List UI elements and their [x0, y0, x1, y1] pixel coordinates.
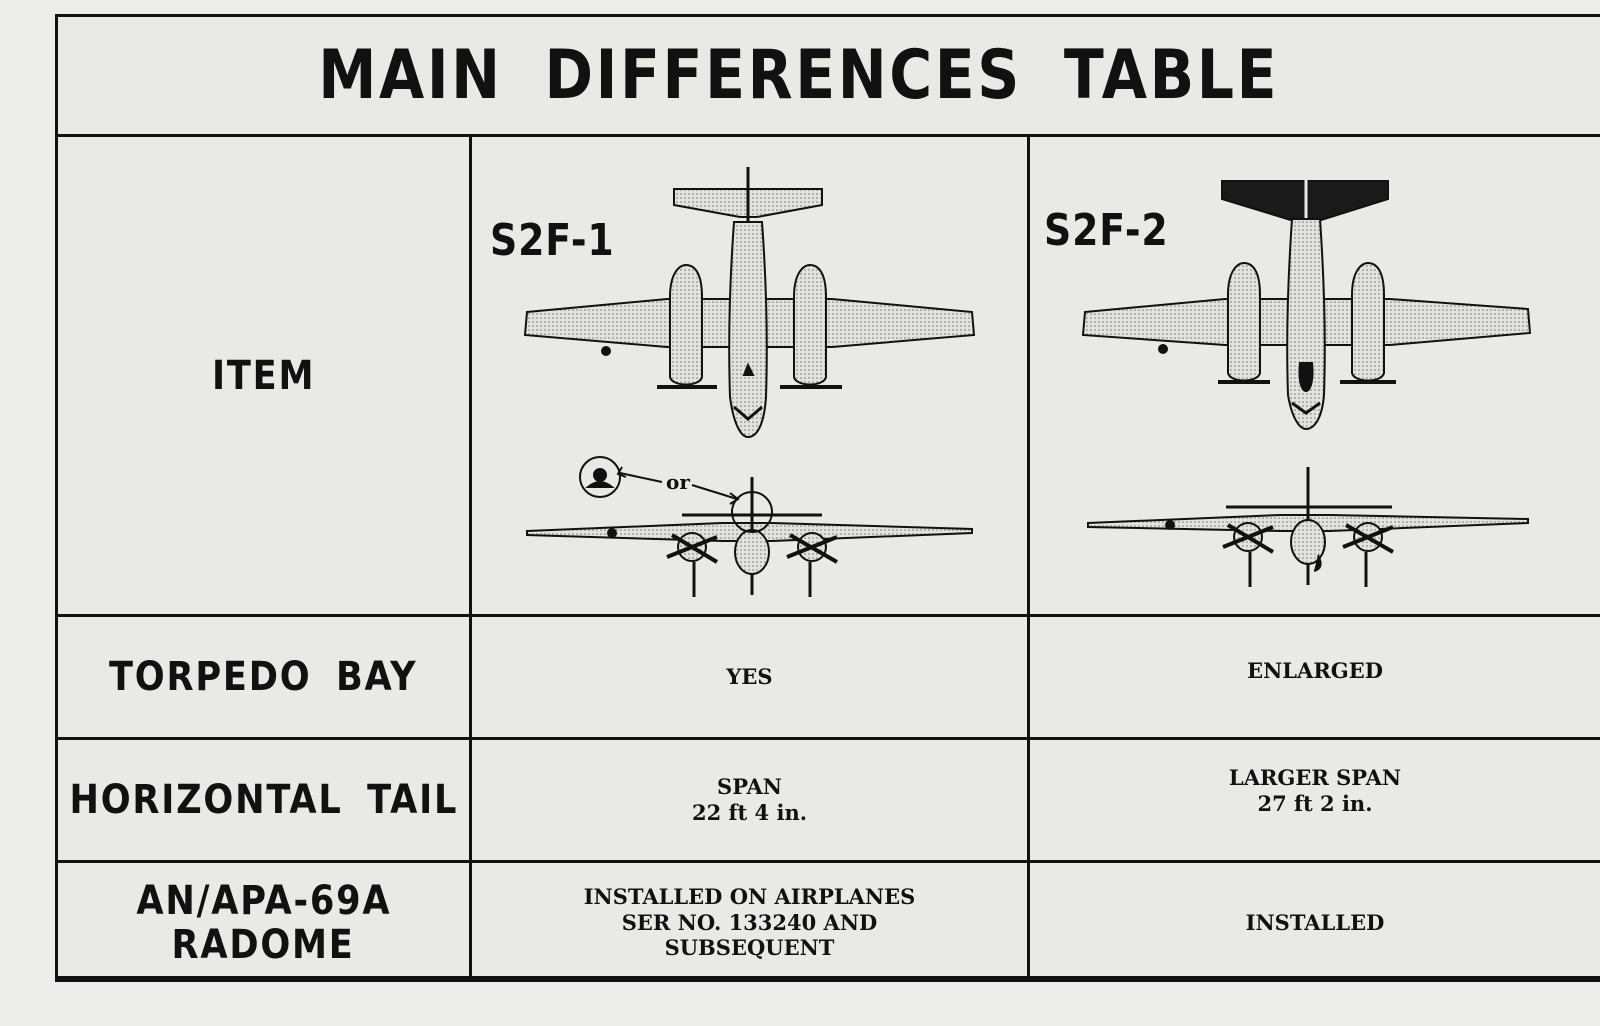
horizontal-tail-s2f-1-line-1: SPAN: [717, 774, 782, 800]
table-grid: [58, 137, 1600, 982]
radome-s2f-2-cell: [1030, 863, 1600, 982]
radome-s2f-1-line-2: SER NO. 133240 AND: [621, 909, 878, 935]
s2f-1-drawing: [472, 137, 1027, 614]
differences-table: [55, 14, 1600, 982]
torpedo-bay-s2f-2-value: ENLARGED: [1247, 658, 1383, 684]
s2f-2-front-view-icon: [1088, 467, 1528, 587]
s2f-2-drawing: [1030, 137, 1600, 614]
page-title: MAIN DIFFERENCES TABLE: [318, 36, 1280, 115]
row-label-torpedo-bay: TORPEDO BAY: [109, 654, 418, 700]
torpedo-bay-s2f-1-cell: [472, 617, 1030, 740]
horizontal-tail-s2f-2-cell: [1030, 740, 1600, 863]
s2f-2-model-label: S2F-2: [1044, 205, 1169, 256]
horizontal-tail-s2f-2-line-2: 27 ft 2 in.: [1257, 791, 1373, 816]
row-label-horizontal-tail: HORIZONTAL TAIL: [69, 777, 458, 823]
horizontal-tail-s2f-1-cell: [472, 740, 1030, 863]
horizontal-tail-s2f-1-line-2: 22 ft 4 in.: [691, 800, 808, 825]
s2f-1-model-label: S2F-1: [490, 215, 615, 266]
title-row: [58, 17, 1600, 137]
radome-s2f-1-cell: [472, 863, 1030, 982]
radome-s2f-1-line-1: INSTALLED ON AIRPLANES: [583, 884, 916, 910]
s2f-2-header-cell: [1030, 137, 1600, 617]
radome-detail-icon: [580, 457, 738, 504]
radome-s2f-2-value: INSTALLED: [1245, 909, 1385, 935]
radome-s2f-1-line-3: SUBSEQUENT: [664, 935, 835, 961]
horizontal-tail-s2f-2-line-1: LARGER SPAN: [1228, 765, 1402, 791]
item-header-label: ITEM: [211, 352, 316, 399]
item-header-cell: [58, 137, 472, 617]
row-label-radome-line-1: AN/APA-69A: [135, 877, 392, 924]
s2f-1-top-view-icon: [525, 167, 974, 437]
horizontal-tail-s2f-2-block: [1229, 765, 1401, 816]
or-text: or: [666, 470, 690, 494]
s2f-2-top-view-icon: [1083, 163, 1530, 429]
table-row-item-horizontal-tail: [58, 740, 472, 863]
s2f-1-header-cell: [472, 137, 1030, 617]
row-label-radome-line-2: RADOME: [171, 921, 356, 968]
torpedo-bay-s2f-2-cell: [1030, 617, 1600, 740]
table-row-item-torpedo-bay: [58, 617, 472, 740]
table-row-item-radome: [58, 863, 472, 982]
torpedo-bay-s2f-1-value: YES: [726, 664, 773, 690]
